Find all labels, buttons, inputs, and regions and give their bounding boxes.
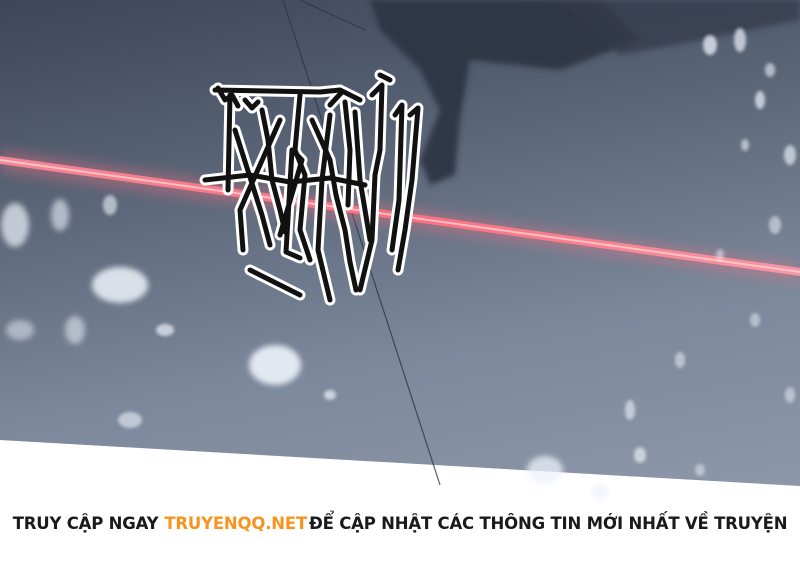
banner-suffix: ĐỂ CẬP NHẬT CÁC THÔNG TIN MỚI NHẤT VỀ TRUYỆN bbox=[309, 513, 788, 533]
banner-prefix: TRUY CẬP NGAY bbox=[12, 513, 159, 533]
promo-banner bbox=[0, 500, 800, 546]
site-link[interactable]: TRUYENQQ.NET bbox=[164, 513, 308, 533]
